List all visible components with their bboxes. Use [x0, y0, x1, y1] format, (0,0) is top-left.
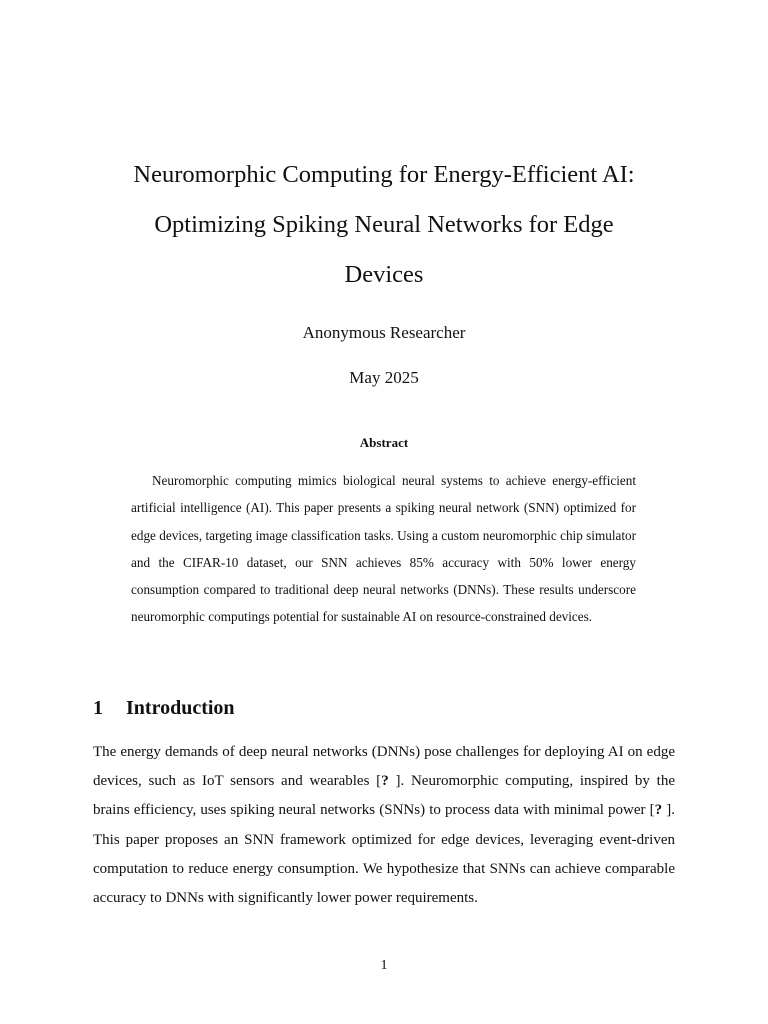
- abstract-heading: Abstract: [359, 435, 409, 450]
- section-heading-introduction: [93, 695, 235, 721]
- author-name: Anonymous Researcher: [302, 323, 466, 342]
- paragraph-text: ]. Neuromorphic computing, inspired by the brains efficiency, uses spiking neural networks (SNNs) to process data with minimal power [: [93, 773, 676, 819]
- paragraph-text: ]. This paper proposes an SNN framework optimized for edge devices, leveraging event-driven computation to reduce energy consumption. We hypothesize that SNNs can achieve comparable accuracy to DNNs with significantly lower power requirements.: [93, 802, 675, 907]
- section-number: 1: [93, 697, 103, 719]
- title-line: Devices: [344, 261, 424, 288]
- title-line: Neuromorphic Computing for Energy-Efficient AI:: [133, 161, 635, 188]
- citation-placeholder[interactable]: ?: [654, 802, 663, 819]
- paper-title: [60, 150, 708, 300]
- paragraph-text: The energy demands of deep neural networks (DNNs) pose challenges for deploying AI on edge devices, such as IoT sensors and wearables [: [93, 744, 675, 790]
- publication-date: May 2025: [349, 368, 419, 387]
- abstract-text: Neuromorphic computing mimics biological neural systems to achieve energy-efficient artificial intelligence (AI). This paper presents a spiking neural network (SNN) optimized for edge devices, targeting image classification tasks. Using a custom neuromorphic chip simulator and the CIFAR-10 dataset, our SNN achieves 85% accuracy with 50% lower energy consumption compared to traditional deep neural networks (DNNs). These results underscore neuromorphic computings potential for sustainable AI on resource-constrained devices.: [131, 473, 636, 625]
- title-line: Optimizing Spiking Neural Networks for Edge: [154, 211, 614, 238]
- introduction-paragraph: [93, 738, 675, 913]
- page-number: 1: [380, 958, 388, 973]
- citation-placeholder[interactable]: ?: [381, 773, 389, 790]
- section-title: Introduction: [126, 697, 235, 719]
